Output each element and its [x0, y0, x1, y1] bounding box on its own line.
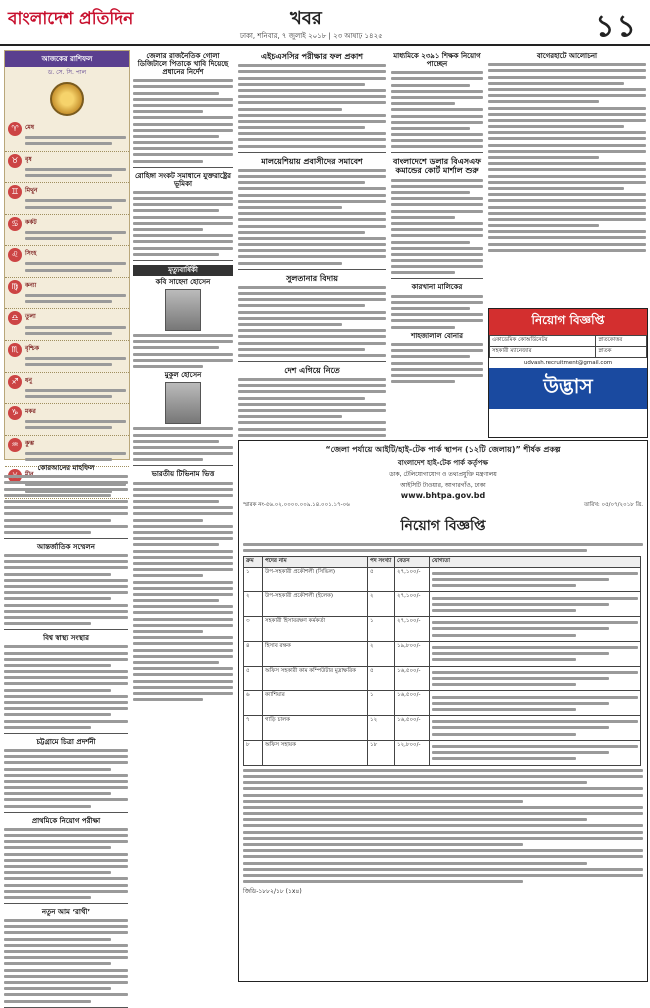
hitech-ministry: ডাক, টেলিযোগাযোগ ও তথ্যপ্রযুক্তি মন্ত্রণালয়	[389, 471, 497, 478]
hitech-address: আইসিটি টাওয়ার, আগারগাঁও, ঢাকা	[400, 482, 486, 489]
hitech-org: বাংলাদেশ হাই-টেক পার্ক কর্তৃপক্ষ	[397, 459, 489, 467]
hitech-post-count: ৫	[368, 666, 395, 691]
hitech-table-row	[244, 592, 641, 617]
hitech-pay: ২৭,১০০/-	[395, 617, 430, 642]
col5-headline1: বাগেরহাটে আলোচনা	[536, 52, 598, 60]
zodiac-sign-icon: ♈	[8, 122, 22, 136]
zodiac-sign-name: কর্কট	[25, 218, 37, 226]
hitech-post-count: ৫	[368, 567, 395, 592]
hitech-post-name: সহকারী হিসাবরক্ষণ কর্মকর্তা	[263, 617, 368, 642]
col1-stories	[4, 462, 128, 980]
zodiac-sign-name: বৃষ	[25, 155, 32, 163]
hitech-qualification	[430, 716, 641, 741]
col1-story	[4, 908, 128, 1008]
udvash-ad-title: নিয়োগ বিজ্ঞপ্তি	[489, 309, 647, 335]
zodiac-sign-icon: ♒	[8, 438, 22, 452]
zodiac-sign-icon: ♉	[8, 154, 22, 168]
hitech-post-name: ক্যাশিয়ার	[263, 691, 368, 716]
zodiac-sign-row	[5, 309, 129, 341]
col1-story-headline: নতুন আম ‘রাখী’	[41, 907, 91, 916]
zodiac-sign-name: ধনু	[25, 376, 32, 384]
hitech-post-count: ১২	[368, 716, 395, 741]
col2-lead-headline: জেলার রাজনৈতিক গোলা ডিজিটালে পিতাকে খাবি দিয়েছে প্রধানের নির্দেশ	[137, 52, 229, 76]
hitech-post-name: উপ-সহকারী প্রকৌশলী (সিভিল)	[263, 567, 368, 592]
hitech-qualification	[430, 666, 641, 691]
hitech-column-header: পদের নাম	[263, 556, 368, 567]
hitech-post-count: ১	[368, 617, 395, 642]
zodiac-sign-row	[5, 120, 129, 152]
zodiac-wheel-icon	[50, 82, 84, 116]
zodiac-sign-list	[5, 120, 129, 499]
col5	[488, 50, 646, 306]
hitech-qualification	[430, 641, 641, 666]
astrology-byline: ড. সে. সি. পাল	[47, 69, 87, 76]
udvash-qualification: স্নাতক	[596, 347, 647, 358]
hitech-post-count: ১৮	[368, 740, 395, 765]
zodiac-sign-row	[5, 215, 129, 247]
hitech-row-number: ১	[244, 567, 263, 592]
hitech-column-header: ক্রম	[244, 556, 263, 567]
hitech-memo: স্মারক নং-৫৬.০২.০০০০.০০৯.১৪.০০১.১৭-০৬	[243, 502, 350, 508]
udvash-qualification: স্নাতকোত্তর	[596, 336, 647, 347]
hitech-post-name: হিসাব রক্ষক	[263, 641, 368, 666]
zodiac-sign-row	[5, 278, 129, 310]
hitech-table-row	[244, 740, 641, 765]
col2-story2-headline: রোহিঙ্গা সংকট সমাধানে যুক্তরাষ্ট্রের ভূমিকা	[134, 171, 232, 188]
col3-headline4: দেশ এগিয়ে নিতে	[284, 365, 340, 375]
col1-story	[4, 464, 128, 539]
section-label: খবর	[290, 8, 322, 29]
zodiac-sign-icon: ♐	[8, 375, 22, 389]
zodiac-sign-icon: ♋	[8, 217, 22, 231]
col2-story3-headline: ভারতীয় টিভিনাম ভিত্ত	[151, 470, 215, 479]
col1-story-headline: কোরআনের মাহফিল	[37, 464, 95, 472]
zodiac-sign-icon: ♏	[8, 343, 22, 357]
zodiac-sign-name: সিংহ	[25, 250, 37, 258]
hitech-table-row	[244, 567, 641, 592]
col1-story	[4, 738, 128, 813]
hitech-row-number: ৭	[244, 716, 263, 741]
astrology-box	[4, 50, 130, 460]
col3-headline1: এইচএসসির পরীক্ষার ফল প্রকাশ	[260, 52, 363, 61]
zodiac-sign-name: মিথুন	[25, 187, 38, 195]
col2	[133, 50, 233, 980]
zodiac-sign-row	[5, 404, 129, 436]
hitech-post-count: ২	[368, 592, 395, 617]
zodiac-sign-name: তুলা	[25, 313, 36, 321]
udvash-post: একাডেমিক কোঅর্ডিনেটর	[490, 336, 596, 347]
zodiac-sign-row	[5, 183, 129, 215]
col3-headline3: সুলতানার বিদায়	[286, 273, 338, 283]
page-number: ১১	[595, 9, 638, 44]
udvash-email: udvash.recruitment@gmail.com	[523, 360, 613, 366]
hitech-table-row	[244, 691, 641, 716]
hitech-pay: ২৭,১০০/-	[395, 567, 430, 592]
astrology-title: আজকের রাশিফল	[5, 51, 129, 67]
col3	[238, 50, 386, 480]
hitech-post-name: উপ-সহকারী প্রকৌশলী (ইলেক)	[263, 592, 368, 617]
obituary-person2: মুকুল হোসেন	[164, 371, 202, 380]
hitech-post-name: গাড়ি চালক	[263, 716, 368, 741]
hitech-post-name: অফিস সহকারী কাম কম্পিউটার মুদ্রাক্ষরিক	[263, 666, 368, 691]
udvash-job-ad	[488, 308, 648, 438]
hitech-pay: ১২,৮০০/-	[395, 740, 430, 765]
hitech-pay: ১৬,৫০০/-	[395, 691, 430, 716]
hitech-post-name: অফিস সহায়ক	[263, 740, 368, 765]
zodiac-sign-row	[5, 152, 129, 184]
hitech-date: তারিখ: ০৫/০৭/২০১৮ খ্রি.	[584, 502, 643, 508]
hitech-row-number: ৩	[244, 617, 263, 642]
zodiac-sign-icon: ♌	[8, 248, 22, 262]
page-header	[0, 0, 650, 46]
udvash-ad-table	[489, 335, 647, 358]
hitech-project-title: “জেলা পর্যায়ে আইটি/হাই-টেক পার্ক স্থাপন (১২টি জেলায়)” শীর্ষক প্রকল্প	[325, 445, 561, 454]
zodiac-sign-row	[5, 373, 129, 405]
zodiac-sign-row	[5, 341, 129, 373]
col4-headline1: মাধ্যমিকে ২৩৯১ শিক্ষক নিয়োগ পাচ্ছেন	[393, 52, 481, 68]
udvash-logo: উদ্ভাস	[489, 368, 647, 409]
hitech-qualification	[430, 592, 641, 617]
col1-story	[4, 543, 128, 630]
zodiac-sign-name: বৃশ্চিক	[25, 344, 40, 352]
col1-story-headline: আন্তর্জাতিক সম্মেলন	[37, 542, 95, 551]
col1-story-headline: প্রাথমিকে নিয়োগ পরীক্ষা	[31, 816, 101, 825]
masthead-logo: বাংলাদেশ প্রতিদিন	[8, 9, 134, 29]
col4-headline4: শাহজালাল বোনার	[411, 331, 463, 340]
hitech-qualification	[430, 740, 641, 765]
hitech-post-count: ২	[368, 641, 395, 666]
obituary-portrait-2	[165, 382, 201, 424]
zodiac-sign-name: মেষ	[25, 124, 35, 131]
zodiac-sign-row	[5, 246, 129, 278]
obituary-portrait-1	[165, 289, 201, 331]
hitech-notice-title: নিয়োগ বিজ্ঞপ্তি	[400, 518, 486, 534]
hitech-pay: ১৬,৫০০/-	[395, 666, 430, 691]
col3-headline2: মালয়েশিয়ায় প্রবাসীদের সমাবেশ	[261, 156, 363, 166]
hitech-table-row	[244, 617, 641, 642]
hitech-pay: ১৬,৫০০/-	[395, 716, 430, 741]
hitech-website: www.bhtpa.gov.bd	[400, 491, 486, 500]
hitech-recruitment-notice	[238, 440, 648, 982]
udvash-post: সহকারী ম্যানেজার	[490, 347, 596, 358]
col1-story	[4, 817, 128, 904]
hitech-column-header: বেতন	[395, 556, 430, 567]
hitech-qualification	[430, 691, 641, 716]
hitech-pay: ১৯,৮০০/-	[395, 641, 430, 666]
hitech-table-row	[244, 641, 641, 666]
col4-headline3: কারখানা মালিকের	[411, 283, 463, 292]
hitech-row-number: ৪	[244, 641, 263, 666]
col1-story-headline: বিশ্ব স্বাস্থ্য সংস্থার	[43, 634, 89, 643]
hitech-qualification	[430, 567, 641, 592]
hitech-pay: ২৭,১০০/-	[395, 592, 430, 617]
col4-headline2: বাংলাদেশে ডলার বিএসএফ কমান্ডের কোর্ট মার্শাল শুরু	[392, 157, 482, 176]
udvash-table-row	[490, 336, 647, 347]
hitech-row-number: ২	[244, 592, 263, 617]
obituary-header: মৃত্যুবার্ষিকী	[133, 265, 233, 276]
hitech-footer-code: জিডি-১৮৮২/১৮ (১x৪)	[243, 888, 302, 896]
zodiac-sign-icon: ♎	[8, 311, 22, 325]
zodiac-sign-name: কন্যা	[25, 281, 37, 289]
hitech-row-number: ৮	[244, 740, 263, 765]
hitech-table-row	[244, 716, 641, 741]
hitech-table-row	[244, 666, 641, 691]
obituary-person1: কবি সাহেদা হোসেন	[155, 277, 211, 286]
hitech-column-header: যোগ্যতা	[430, 556, 641, 567]
col4	[391, 50, 483, 480]
hitech-post-count: ১	[368, 691, 395, 716]
udvash-table-row	[490, 347, 647, 358]
zodiac-sign-icon: ♍	[8, 280, 22, 294]
zodiac-sign-name: মকর	[25, 408, 36, 416]
zodiac-sign-icon: ♊	[8, 185, 22, 199]
hitech-row-number: ৬	[244, 691, 263, 716]
hitech-row-number: ৫	[244, 666, 263, 691]
zodiac-sign-name: কুম্ভ	[25, 439, 34, 447]
dateline: ঢাকা, শনিবার, ৭ জুলাই ২০১৮ | ২৩ আষাঢ় ১৪২৫	[240, 32, 383, 40]
zodiac-sign-icon: ♑	[8, 406, 22, 420]
hitech-column-header: পদ সংখ্যা	[368, 556, 395, 567]
hitech-qualification	[430, 617, 641, 642]
col1-story-headline: চট্টগ্রামে চিত্রা প্রদর্শনী	[36, 737, 96, 746]
col1-story	[4, 634, 128, 734]
hitech-positions-table	[243, 556, 641, 766]
